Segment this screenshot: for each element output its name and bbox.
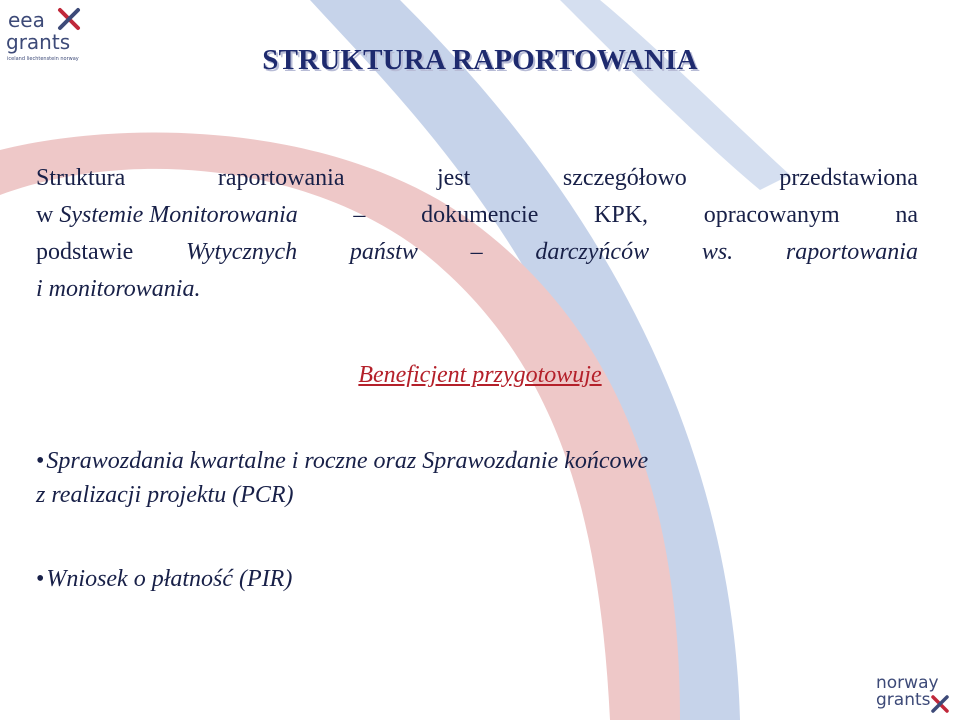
bullet-item: •Wniosek o płatność (PIR)	[36, 566, 293, 592]
bullet-marker: •	[36, 448, 45, 474]
logo-text-eea: eea	[8, 8, 45, 32]
intro-line-1: Struktura raportowania jest szczegółowo przedstawiona	[36, 165, 918, 191]
bullet-list	[36, 444, 936, 646]
intro-line-3: podstawie Wytycznych państw – darczyńców ws. raportowania	[36, 239, 918, 265]
logo-text-norway: norway	[876, 673, 939, 693]
subheading-beneficjent: Beneficjent przygotowuje	[358, 362, 602, 388]
norway-cross-icon	[930, 694, 950, 714]
bullet-marker: •	[36, 566, 45, 592]
logo-text-grants: grants	[876, 690, 931, 710]
bullet-item: •Sprawozdania kwartalne i roczne oraz Sprawozdanie końcowe z realizacji projektu (PCR)	[36, 448, 649, 508]
logo-text-grants: grants	[6, 30, 71, 54]
intro-line-4: i monitorowania.	[36, 276, 201, 302]
intro-paragraph	[36, 160, 918, 308]
eea-cross-icon	[56, 6, 82, 32]
intro-line-2: w Systemie Monitorowania – dokumencie KPK, opracowanym na	[36, 202, 918, 228]
page-title: STRUKTURA RAPORTOWANIA	[262, 44, 698, 76]
logo-tagline: iceland liechtenstein norway	[7, 56, 79, 62]
norway-grants-logo	[872, 672, 956, 718]
